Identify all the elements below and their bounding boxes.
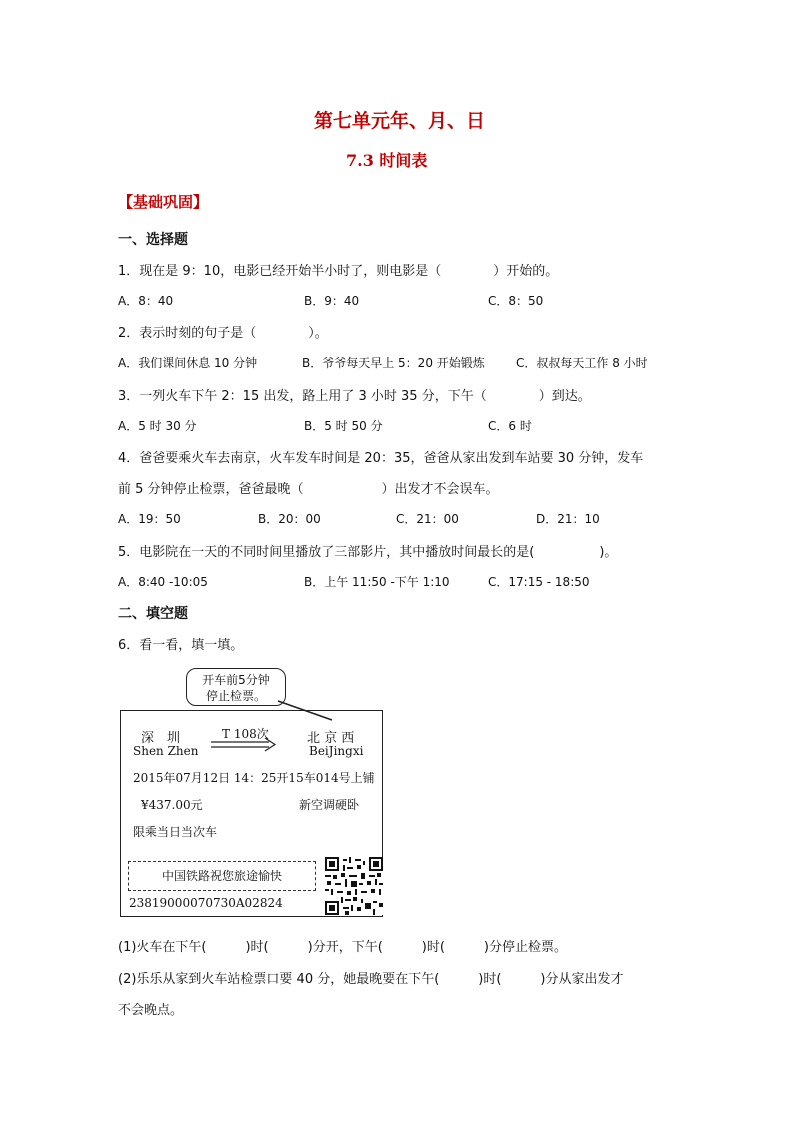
q5-option-a: A．8:40 -10:05: [118, 575, 208, 589]
ticket-from-cn: 深 圳: [141, 731, 181, 746]
q4-option-d: D．21：10: [536, 512, 600, 526]
part1-heading: 一、选择题: [118, 232, 188, 248]
ticket-train-number: T 108次: [222, 727, 269, 741]
q2-option-b: B．爷爷每天早上 5：20 开始锻炼: [302, 356, 485, 370]
q5-option-c: C．17:15 - 18:50: [488, 575, 590, 589]
q4-option-c: C．21：00: [396, 512, 459, 526]
q6-sub2-line2: 不会晚点。: [118, 1003, 184, 1018]
q1-option-a: A．8：40: [118, 294, 174, 308]
q1-option-c: C．8：50: [488, 294, 544, 308]
q6-text: 6．看一看，填一填。: [118, 638, 244, 653]
ticket-limit: 限乘当日当次车: [133, 825, 218, 839]
q5-option-b: B．上午 11:50 -下午 1:10: [304, 575, 450, 589]
q2-option-c: C．叔叔每天工作 8 小时: [516, 356, 648, 370]
ticket-slogan: 中国铁路祝您旅途愉快: [161, 869, 282, 883]
ticket-to-cn: 北 京 西: [307, 731, 355, 746]
q5-text: 5．电影院在一天的不同时间里播放了三部影片，其中播放时间最长的是( )。: [118, 545, 618, 560]
page-title: 第七单元年、月、日: [314, 110, 486, 132]
part2-heading: 二、填空题: [118, 606, 188, 622]
q4-text-line1: 4．爸爸要乘火车去南京，火车发车时间是 20：35，爸爸从家出发到车站要 30 分钟，发车: [118, 451, 644, 466]
arrow-right-icon: [211, 738, 281, 752]
ticket-to-en: BeiJingxi: [309, 744, 364, 758]
bubble-line-2: 停止检票。: [205, 689, 266, 703]
q3-text: 3．一列火车下午 2：15 出发，路上用了 3 小时 35 分，下午（ ）到达。: [118, 389, 591, 404]
lesson-subtitle: 7.3 时间表: [346, 151, 428, 170]
q1-text: 1．现在是 9：10，电影已经开始半小时了，则电影是（ ）开始的。: [118, 264, 559, 279]
ticket-datetime: 2015年07月12日 14：25开15车014号上铺: [133, 771, 375, 785]
ticket-seat-type: 新空调硬卧: [299, 798, 360, 812]
train-ticket: [120, 710, 383, 917]
bubble-line-1: 开车前5分钟: [202, 673, 270, 687]
q6-sub1: (1)火车在下午( )时( )分开，下午( )时( )分停止检票。: [118, 940, 567, 955]
ticket-price: ¥437.00元: [141, 798, 203, 812]
ticket-from-en: Shen Zhen: [133, 744, 199, 758]
q4-option-b: B．20：00: [258, 512, 321, 526]
ticket-slogan-box: [128, 861, 316, 891]
q2-text: 2．表示时刻的句子是（ ）。: [118, 326, 328, 341]
q2-option-a: A．我们课间休息 10 分钟: [118, 356, 258, 370]
q3-option-b: B．5 时 50 分: [304, 419, 383, 433]
q3-option-a: A．5 时 30 分: [118, 419, 197, 433]
q4-text-line2: 前 5 分钟停止检票，爸爸最晚（ ）出发才不会误车。: [118, 482, 499, 497]
q4-option-a: A．19：50: [118, 512, 181, 526]
q3-option-c: C．6 时: [488, 419, 532, 433]
section-label: 【基础巩固】: [118, 193, 209, 211]
q6-sub2-line1: (2)乐乐从家到火车站检票口要 40 分，她最晚要在下午( )时( )分从家出发才: [118, 972, 624, 987]
qr-code-icon: [325, 857, 383, 915]
ticket-serial: 23819000070730A02824: [129, 896, 283, 910]
q1-option-b: B．9：40: [304, 294, 360, 308]
